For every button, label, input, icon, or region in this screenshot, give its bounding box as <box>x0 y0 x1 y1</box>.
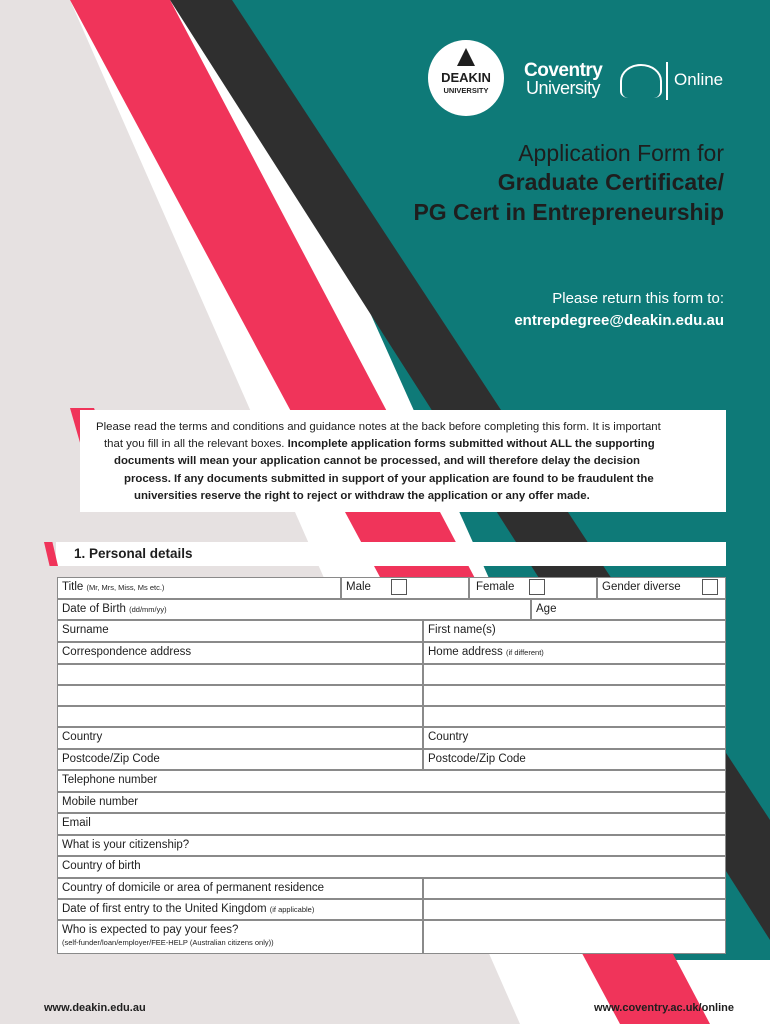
citizenship-label: What is your citizenship? <box>62 839 190 851</box>
first-names-field[interactable] <box>423 620 726 642</box>
coventry-logo <box>524 60 734 104</box>
section-header <box>56 542 726 566</box>
intro-line-1: Please read the terms and conditions and guidance notes at the back before completing this form. It is important <box>96 421 661 433</box>
birth-country-label: Country of birth <box>62 860 141 872</box>
intro-line-3: documents will mean your application cannot be processed, and will therefore delay the decision <box>114 455 640 468</box>
age-label: Age <box>536 603 557 615</box>
correspondence-address-line-4[interactable] <box>57 706 423 727</box>
deakin-emblem-icon <box>457 48 475 66</box>
deakin-logo-text: DEAKIN <box>441 70 491 85</box>
home-address-hint: (if different) <box>505 648 544 657</box>
domicile-field <box>57 878 423 899</box>
entry-uk-label: Date of first entry to the United Kingdom <box>62 903 270 915</box>
correspondence-address-label: Correspondence address <box>62 646 192 658</box>
first-names-label: First name(s) <box>428 624 496 636</box>
deakin-logo-subtext: UNIVERSITY <box>443 86 489 95</box>
deakin-logo <box>428 40 504 116</box>
fees-input[interactable] <box>423 920 726 954</box>
return-label: Please return this form to: <box>552 290 724 307</box>
correspondence-address-line-2[interactable] <box>57 664 423 685</box>
coventry-logo-subtext: University <box>526 78 601 98</box>
correspondence-address-field[interactable] <box>57 642 423 664</box>
title-line-2: Graduate Certificate/ <box>497 169 724 195</box>
postcode-left-label: Postcode/Zip Code <box>62 753 160 765</box>
title-field-label: Title <box>62 581 87 593</box>
intro-text <box>80 419 726 505</box>
domicile-label: Country of domicile or area of permanent residence <box>62 882 325 894</box>
fees-label: Who is expected to pay your fees? <box>62 924 239 936</box>
phoenix-icon <box>620 64 662 98</box>
title-line-3: PG Cert in Entrepreneurship <box>413 199 724 225</box>
home-address-field[interactable] <box>423 642 726 664</box>
section-title: 1. Personal details <box>74 546 193 561</box>
personal-details-form <box>57 577 726 954</box>
home-address-line-4[interactable] <box>423 706 726 727</box>
title-field-hint: (Mr, Mrs, Miss, Ms etc.) <box>86 583 165 592</box>
entry-uk-hint: (if applicable) <box>269 905 315 914</box>
gender-diverse-checkbox[interactable] <box>702 579 718 595</box>
gender-diverse-label: Gender diverse <box>602 581 681 593</box>
intro-box <box>80 410 726 512</box>
postcode-right-label: Postcode/Zip Code <box>428 753 526 765</box>
home-address-line-2[interactable] <box>423 664 726 685</box>
online-label: Online <box>674 70 724 89</box>
surname-label: Surname <box>62 624 109 636</box>
intro-line-5: universities reserve the right to reject or withdraw the application or any offer made. <box>134 489 590 502</box>
correspondence-address-line-3[interactable] <box>57 685 423 706</box>
male-label: Male <box>346 581 371 593</box>
country-right-label: Country <box>428 731 469 743</box>
return-email[interactable]: entrepdegree@deakin.edu.au <box>514 312 724 329</box>
logo-divider <box>666 62 668 100</box>
male-checkbox[interactable] <box>391 579 407 595</box>
domicile-input[interactable] <box>423 878 726 899</box>
female-checkbox[interactable] <box>529 579 545 595</box>
home-address-label: Home address <box>428 646 506 658</box>
intro-line-4: process. If any documents submitted in support of your application are found to be fraudulent the <box>124 472 654 485</box>
intro-line-2-plain: that you fill in all the relevant boxes. <box>104 438 288 451</box>
citizenship-field[interactable] <box>57 835 726 856</box>
fees-hint: (self-funder/loan/employer/FEE-HELP (Australian citizens only)) <box>62 938 274 947</box>
footer-left-link[interactable]: www.deakin.edu.au <box>44 1002 146 1014</box>
entry-uk-input[interactable] <box>423 899 726 920</box>
telephone-field[interactable] <box>57 770 726 792</box>
country-right-field[interactable] <box>423 727 726 749</box>
female-label: Female <box>476 581 515 593</box>
birth-country-field[interactable] <box>57 856 726 878</box>
coventry-logo-text: Coventry <box>524 60 603 81</box>
intro-line-2 <box>80 436 726 453</box>
telephone-label: Telephone number <box>62 774 158 786</box>
country-left-field[interactable] <box>57 727 423 749</box>
age-field[interactable] <box>531 599 726 620</box>
title-field[interactable] <box>57 577 341 599</box>
email-label: Email <box>62 817 91 829</box>
entry-uk-field <box>57 899 423 920</box>
intro-line-2-bold: Incomplete application forms submitted without ALL the supporting <box>287 438 655 451</box>
mobile-label: Mobile number <box>62 796 139 808</box>
email-field[interactable] <box>57 813 726 835</box>
title-line-1: Application Form for <box>518 140 724 166</box>
home-address-line-3[interactable] <box>423 685 726 706</box>
footer-right-link[interactable]: www.coventry.ac.uk/online <box>594 1002 734 1014</box>
mobile-field[interactable] <box>57 792 726 813</box>
postcode-right-field[interactable] <box>423 749 726 770</box>
country-left-label: Country <box>62 731 103 743</box>
dob-label: Date of Birth <box>62 603 130 615</box>
dob-field[interactable] <box>57 599 531 620</box>
fees-field <box>57 920 423 954</box>
dob-hint: (dd/mm/yy) <box>129 605 167 614</box>
postcode-left-field[interactable] <box>57 749 423 770</box>
surname-field[interactable] <box>57 620 423 642</box>
